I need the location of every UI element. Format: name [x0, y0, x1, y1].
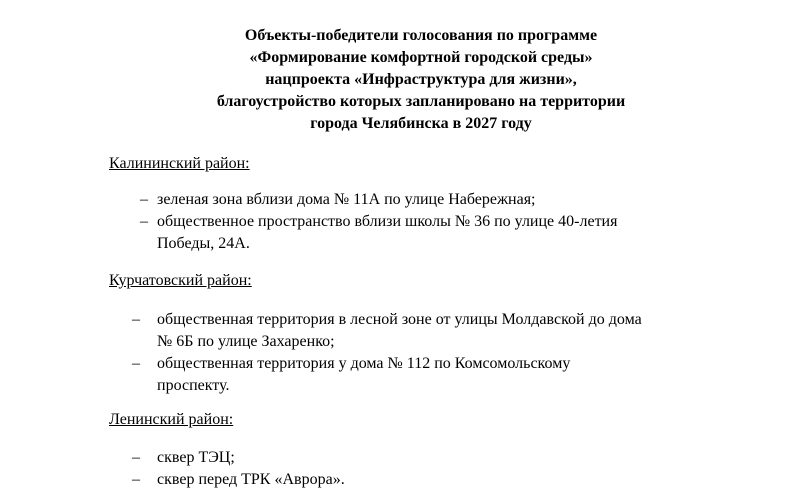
dash-marker: –: [132, 471, 140, 488]
list-item-text: № 6Б по улице Захаренко;: [157, 333, 335, 350]
dash-marker: –: [140, 191, 148, 208]
dash-marker: –: [140, 213, 148, 230]
dash-marker: –: [132, 355, 140, 372]
dash-marker: –: [132, 449, 140, 466]
list-item-text: общественное пространство вблизи школы № 36 по улице 40-летия: [157, 213, 618, 230]
list-item-text: проспекту.: [157, 377, 230, 394]
title-line: города Челябинска в 2027 году: [310, 115, 532, 132]
list-item-text: зеленая зона вблизи дома № 11А по улице Набережная;: [157, 191, 536, 208]
district-heading-kurchatovsky: Курчатовский район:: [109, 272, 252, 289]
list-item-text: сквер ТЭЦ;: [157, 449, 235, 466]
district-heading-kalininsky: Калининский район:: [109, 155, 250, 172]
list-item-text: Победы, 24А.: [157, 235, 250, 252]
list-item-text: общественная территория у дома № 112 по Комсомольскому: [157, 355, 571, 372]
title-line: Объекты-победители голосования по программе: [244, 27, 598, 44]
title-line: нацпроекта «Инфраструктура для жизни»,: [265, 71, 577, 88]
list-item-text: сквер перед ТРК «Аврора».: [157, 471, 345, 488]
district-heading-leninsky: Ленинский район:: [109, 411, 234, 428]
title-line: «Формирование комфортной городской среды»: [249, 49, 593, 66]
list-item-text: общественная территория в лесной зоне от улицы Молдавской до дома: [157, 311, 642, 328]
document-title: [0, 25, 788, 135]
title-line: благоустройство которых запланировано на территории: [216, 93, 626, 110]
dash-marker: –: [132, 311, 140, 328]
